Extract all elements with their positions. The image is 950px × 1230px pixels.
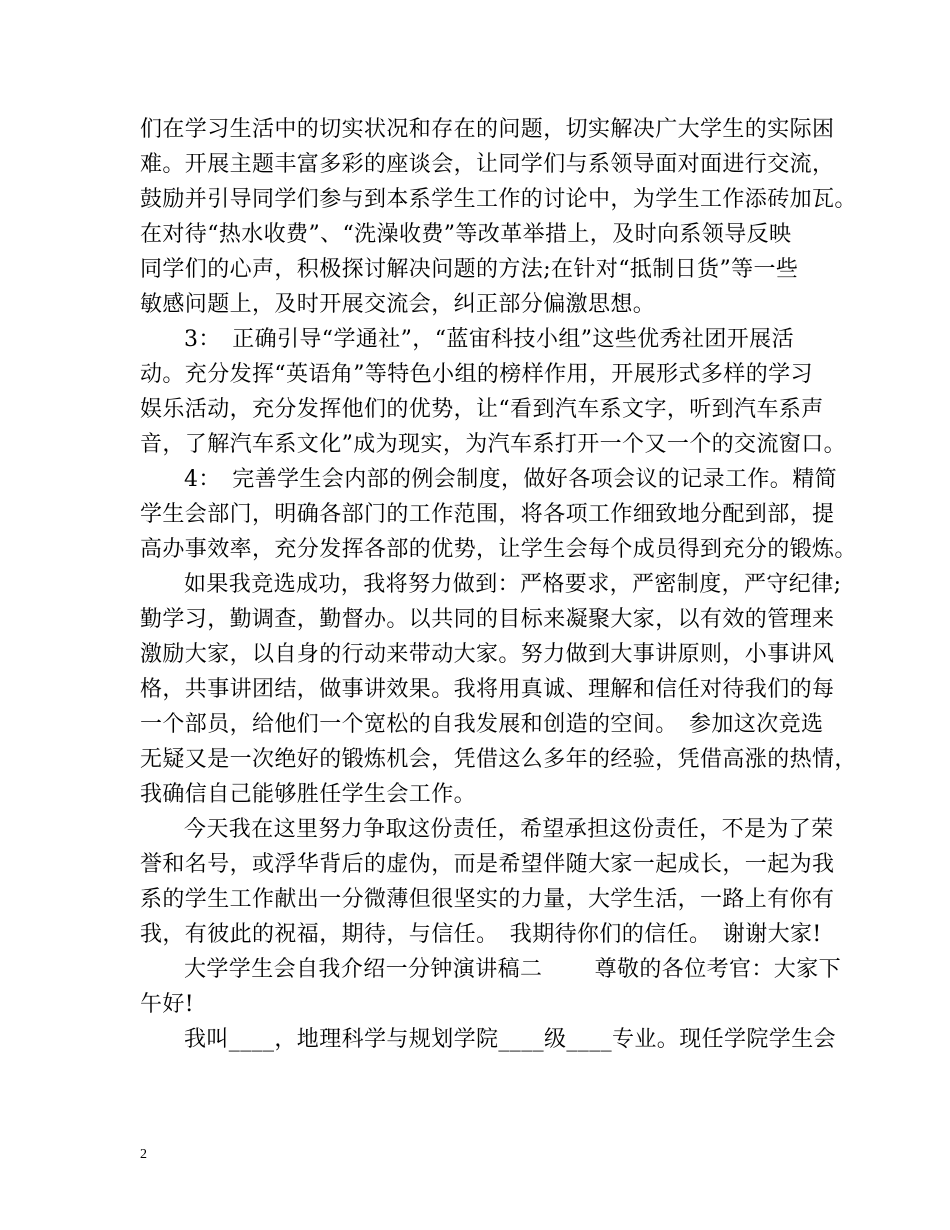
body-text <box>140 112 857 1057</box>
text-line: 激励大家，以自身的行动来带动大家。努力做到大事讲原则，小事讲风 <box>140 642 835 667</box>
text-line: 音，了解汽车系文化”成为现实，为汽车系打开一个又一个的交流窗口。 <box>140 432 847 457</box>
paragraph-start-line: 3： 正确引导“学通社”，“蓝宙科技小组”这些优秀社团开展活 <box>184 327 794 352</box>
text-line: 敏感问题上，及时开展交流会，纠正部分偏激思想。 <box>140 292 656 317</box>
paragraph-start-line: 大学学生会自我介绍一分钟演讲稿二 尊敬的各位考官：大家下 <box>184 957 841 982</box>
text-line: 格，共事讲团结，做事讲效果。我将用真诚、理解和信任对待我们的每 <box>140 677 835 702</box>
text-line: 们在学习生活中的切实状况和存在的问题，切实解决广大学生的实际困 <box>140 117 835 142</box>
text-line: 系的学生工作献出一分微薄但很坚实的力量，大学生活，一路上有你有 <box>140 887 835 912</box>
text-line: 午好! <box>140 992 195 1017</box>
text-line: 在对待“热水收费”、“洗澡收费”等改革举措上，及时向系领导反映 <box>140 222 792 247</box>
text-line: 勤学习，勤调查，勤督办。以共同的目标来凝聚大家，以有效的管理来 <box>140 607 835 632</box>
text-line: 鼓励并引导同学们参与到本系学生工作的讨论中，为学生工作添砖加瓦。 <box>140 187 857 212</box>
paragraph-start-line: 4： 完善学生会内部的例会制度，做好各项会议的记录工作。精简 <box>184 467 837 492</box>
text-line: 我，有彼此的祝福，期待，与信任。 我期待你们的信任。 谢谢大家! <box>140 922 822 947</box>
text-line: 娱乐活动，充分发挥他们的优势，让“看到汽车系文字，听到汽车系声 <box>140 397 824 422</box>
text-line: 同学们的心声，积极探讨解决问题的方法;在针对“抵制日货”等一些 <box>140 257 799 282</box>
text-line: 无疑又是一次绝好的锻炼机会，凭借这么多年的经验，凭借高涨的热情， <box>140 747 857 772</box>
paragraph-start-line: 今天我在这里努力争取这份责任，希望承担这份责任，不是为了荣 <box>184 817 834 842</box>
text-line: 学生会部门，明确各部门的工作范围，将各项工作细致地分配到部，提 <box>140 502 835 527</box>
paragraph-start-line: 如果我竞选成功，我将努力做到：严格要求，严密制度，严守纪律; <box>184 572 842 597</box>
text-line: 动。充分发挥“英语角”等特色小组的榜样作用，开展形式多样的学习 <box>140 362 813 387</box>
text-line: 我确信自己能够胜任学生会工作。 <box>140 782 477 807</box>
text-line: 一个部员，给他们一个宽松的自我发展和创造的空间。 参加这次竞选 <box>140 712 824 737</box>
paragraph-start-line: 我叫____，地理科学与规划学院____级____专业。现任学院学生会 <box>184 1027 837 1052</box>
text-line: 难。开展主题丰富多彩的座谈会，让同学们与系领导面对面进行交流， <box>140 152 835 177</box>
text-line: 高办事效率，充分发挥各部的优势，让学生会每个成员得到充分的锻炼。 <box>140 537 857 562</box>
text-line: 誉和名号，或浮华背后的虚伪，而是希望伴随大家一起成长，一起为我 <box>140 852 835 877</box>
page-number: 2 <box>140 1147 147 1162</box>
